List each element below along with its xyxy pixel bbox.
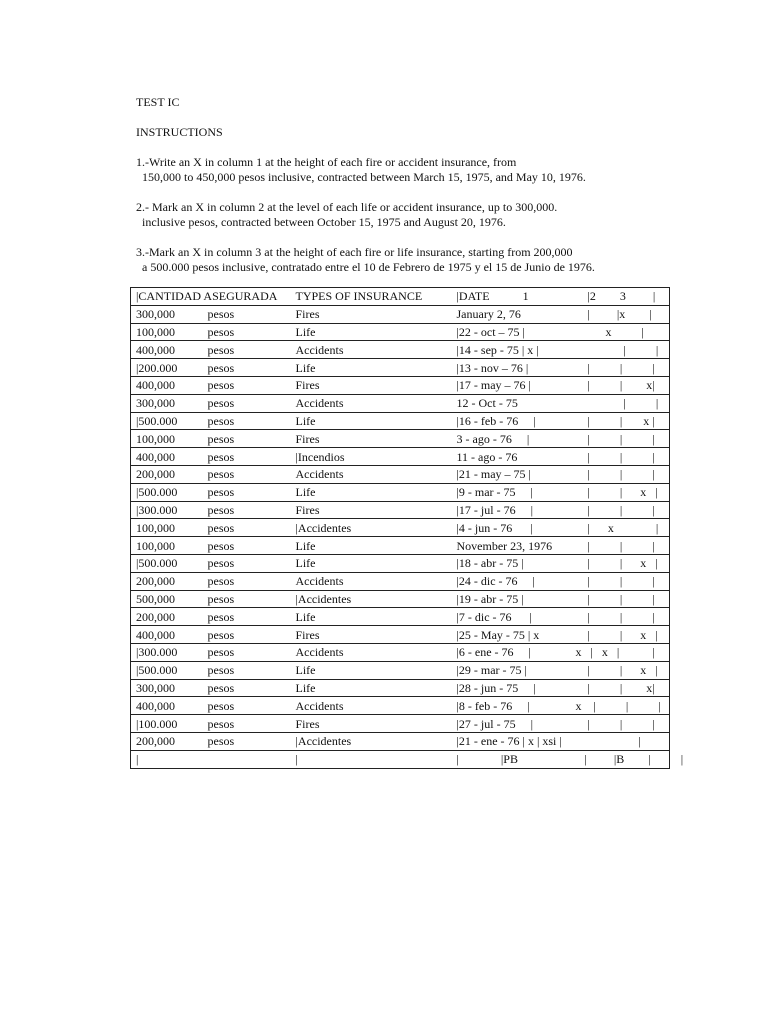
- insurance-type-cell: |Accidentes: [296, 519, 457, 537]
- unit-cell: pesos: [208, 448, 296, 466]
- column-marks-cell: | | |: [570, 501, 670, 519]
- table-row: [131, 465, 670, 483]
- instructions-heading: INSTRUCTIONS: [136, 125, 223, 139]
- insurance-type-cell: Life: [296, 537, 457, 555]
- table-row: [131, 590, 670, 608]
- column-marks-cell: | | x |: [570, 483, 670, 501]
- insurance-type-cell: |Incendios: [296, 448, 457, 466]
- column-marks-cell: | | |: [570, 572, 670, 590]
- date-cell: January 2, 76: [457, 305, 570, 323]
- column-marks-cell: |: [570, 732, 670, 750]
- amount-cell: |500.000: [131, 483, 208, 501]
- header-columns-cell: |2 3 |: [570, 288, 670, 306]
- table-row: [131, 537, 670, 555]
- insurance-table: [130, 287, 684, 769]
- date-cell: |9 - mar - 75 |: [457, 483, 570, 501]
- footer-type-cell: |: [296, 750, 457, 768]
- amount-cell: 400,000: [131, 626, 208, 644]
- insurance-type-cell: Accidents: [296, 394, 457, 412]
- table-row: [131, 679, 670, 697]
- unit-cell: pesos: [208, 501, 296, 519]
- date-cell: |17 - jul - 76 |: [457, 501, 570, 519]
- insurance-type-cell: Life: [296, 483, 457, 501]
- amount-cell: |500.000: [131, 412, 208, 430]
- date-cell: |14 - sep - 75 | x |: [457, 341, 570, 359]
- insurance-type-cell: Fires: [296, 376, 457, 394]
- amount-cell: 300,000: [131, 679, 208, 697]
- date-cell: |22 - oct – 75 |: [457, 323, 570, 341]
- unit-cell: pesos: [208, 519, 296, 537]
- date-cell: |24 - dic - 76 |: [457, 572, 570, 590]
- table-row: [131, 643, 670, 661]
- insurance-type-cell: Life: [296, 608, 457, 626]
- header-type-cell: TYPES OF INSURANCE: [296, 288, 457, 306]
- amount-cell: 300,000: [131, 394, 208, 412]
- insurance-type-cell: Accidents: [296, 341, 457, 359]
- date-cell: |29 - mar - 75 |: [457, 661, 570, 679]
- unit-cell: pesos: [208, 537, 296, 555]
- table-header-row: [131, 288, 670, 306]
- amount-cell: 100,000: [131, 519, 208, 537]
- amount-cell: 200,000: [131, 608, 208, 626]
- insurance-type-cell: Life: [296, 412, 457, 430]
- column-marks-cell: | | |: [570, 608, 670, 626]
- unit-cell: pesos: [208, 430, 296, 448]
- instruction-2-line-2: inclusive pesos, contracted between October 15, 1975 and August 20, 1976.: [136, 215, 506, 229]
- table-row: [131, 323, 670, 341]
- amount-cell: |300.000: [131, 501, 208, 519]
- column-marks-cell: x | | |: [570, 697, 670, 715]
- unit-cell: pesos: [208, 572, 296, 590]
- date-cell: November 23, 1976: [457, 537, 570, 555]
- date-cell: |27 - jul - 75 |: [457, 715, 570, 733]
- column-marks-cell: | | x |: [570, 626, 670, 644]
- column-marks-cell: x |: [570, 323, 670, 341]
- insurance-type-cell: Accidents: [296, 572, 457, 590]
- table-row: [131, 412, 670, 430]
- header-amount-cell: |CANTIDAD ASEGURADA: [131, 288, 296, 306]
- unit-cell: pesos: [208, 412, 296, 430]
- unit-cell: pesos: [208, 697, 296, 715]
- unit-cell: pesos: [208, 394, 296, 412]
- amount-cell: 100,000: [131, 430, 208, 448]
- footer-date-cell: | |PB: [457, 750, 570, 768]
- amount-cell: 400,000: [131, 376, 208, 394]
- insurance-type-cell: Fires: [296, 501, 457, 519]
- date-cell: 3 - ago - 76 |: [457, 430, 570, 448]
- amount-cell: 200,000: [131, 572, 208, 590]
- table-row: [131, 376, 670, 394]
- table-row: [131, 430, 670, 448]
- table-row: [131, 608, 670, 626]
- instruction-3-line-2: a 500.000 pesos inclusive, contratado entre el 10 de Febrero de 1975 y el 15 de Junio de 1976.: [136, 260, 595, 274]
- insurance-type-cell: Life: [296, 661, 457, 679]
- unit-cell: pesos: [208, 715, 296, 733]
- amount-cell: 400,000: [131, 448, 208, 466]
- amount-cell: 400,000: [131, 697, 208, 715]
- insurance-type-cell: Accidents: [296, 697, 457, 715]
- date-cell: |13 - nov – 76 |: [457, 359, 570, 377]
- amount-cell: 200,000: [131, 465, 208, 483]
- table-row: [131, 341, 670, 359]
- amount-cell: |500.000: [131, 554, 208, 572]
- column-marks-cell: | | |: [570, 715, 670, 733]
- amount-cell: |200.000: [131, 359, 208, 377]
- table-row: [131, 448, 670, 466]
- table-row: [131, 483, 670, 501]
- insurance-type-cell: Life: [296, 359, 457, 377]
- column-marks-cell: | |: [570, 341, 670, 359]
- column-marks-cell: | | x |: [570, 661, 670, 679]
- column-marks-cell: x | x | |: [570, 643, 670, 661]
- insurance-type-cell: Life: [296, 323, 457, 341]
- table-row: [131, 519, 670, 537]
- date-cell: 12 - Oct - 75: [457, 394, 570, 412]
- table-row: [131, 626, 670, 644]
- unit-cell: pesos: [208, 323, 296, 341]
- insurance-type-cell: |Accidentes: [296, 590, 457, 608]
- insurance-table-body: [131, 288, 684, 769]
- amount-cell: |500.000: [131, 661, 208, 679]
- unit-cell: pesos: [208, 483, 296, 501]
- unit-cell: pesos: [208, 341, 296, 359]
- table-row: [131, 554, 670, 572]
- column-marks-cell: | | |: [570, 430, 670, 448]
- insurance-type-cell: Life: [296, 679, 457, 697]
- insurance-type-cell: Fires: [296, 305, 457, 323]
- insurance-type-cell: |Accidentes: [296, 732, 457, 750]
- unit-cell: pesos: [208, 305, 296, 323]
- amount-cell: 100,000: [131, 323, 208, 341]
- column-marks-cell: | | |: [570, 448, 670, 466]
- header-date-cell: |DATE 1: [457, 288, 570, 306]
- date-cell: |18 - abr - 75 |: [457, 554, 570, 572]
- footer-amount-cell: |: [131, 750, 296, 768]
- column-marks-cell: | | x |: [570, 554, 670, 572]
- insurance-type-cell: Accidents: [296, 643, 457, 661]
- unit-cell: pesos: [208, 679, 296, 697]
- unit-cell: pesos: [208, 376, 296, 394]
- date-cell: |4 - jun - 76 |: [457, 519, 570, 537]
- date-cell: |19 - abr - 75 |: [457, 590, 570, 608]
- table-row: [131, 359, 670, 377]
- amount-cell: 400,000: [131, 341, 208, 359]
- instruction-3-line-1: 3.-Mark an X in column 3 at the height of each fire or life insurance, starting from 200,000: [136, 245, 573, 259]
- table-row: [131, 715, 670, 733]
- unit-cell: pesos: [208, 643, 296, 661]
- column-marks-cell: | | |: [570, 590, 670, 608]
- unit-cell: pesos: [208, 608, 296, 626]
- unit-cell: pesos: [208, 465, 296, 483]
- unit-cell: pesos: [208, 359, 296, 377]
- unit-cell: pesos: [208, 626, 296, 644]
- column-marks-cell: | | x|: [570, 679, 670, 697]
- unit-cell: pesos: [208, 732, 296, 750]
- column-marks-cell: | x |: [570, 519, 670, 537]
- unit-cell: pesos: [208, 590, 296, 608]
- column-marks-cell: | | |: [570, 465, 670, 483]
- insurance-type-cell: Accidents: [296, 465, 457, 483]
- date-cell: |6 - ene - 76 |: [457, 643, 570, 661]
- table-footer-row: [131, 750, 670, 768]
- insurance-type-cell: Life: [296, 554, 457, 572]
- footer-columns-cell: | |B | |: [569, 752, 684, 767]
- column-marks-cell: | | x|: [570, 376, 670, 394]
- table-row: [131, 501, 670, 519]
- insurance-type-cell: Fires: [296, 626, 457, 644]
- table-row: [131, 732, 670, 750]
- date-cell: |8 - feb - 76 |: [457, 697, 570, 715]
- column-marks-cell: | | |: [570, 359, 670, 377]
- table-row: [131, 697, 670, 715]
- insurance-type-cell: Fires: [296, 715, 457, 733]
- table-row: [131, 394, 670, 412]
- column-marks-cell: | | x |: [570, 412, 670, 430]
- instruction-1-line-2: 150,000 to 450,000 pesos inclusive, contracted between March 15, 1975, and May 10, 1976.: [136, 170, 586, 184]
- table-row: [131, 572, 670, 590]
- table-row: [131, 305, 670, 323]
- amount-cell: 200,000: [131, 732, 208, 750]
- date-cell: |7 - dic - 76 |: [457, 608, 570, 626]
- date-cell: 11 - ago - 76: [457, 448, 570, 466]
- date-cell: |21 - may – 75 |: [457, 465, 570, 483]
- table-row: [131, 661, 670, 679]
- amount-cell: 100,000: [131, 537, 208, 555]
- document-title: TEST IC: [136, 95, 180, 109]
- insurance-type-cell: Fires: [296, 430, 457, 448]
- date-cell: |16 - feb - 76 |: [457, 412, 570, 430]
- amount-cell: 500,000: [131, 590, 208, 608]
- unit-cell: pesos: [208, 661, 296, 679]
- date-cell: |28 - jun - 75 |: [457, 679, 570, 697]
- amount-cell: 300,000: [131, 305, 208, 323]
- column-marks-cell: | |x |: [570, 305, 670, 323]
- column-marks-cell: | | |: [570, 537, 670, 555]
- amount-cell: |100.000: [131, 715, 208, 733]
- date-cell: |17 - may – 76 |: [457, 376, 570, 394]
- unit-cell: pesos: [208, 554, 296, 572]
- amount-cell: |300.000: [131, 643, 208, 661]
- column-marks-cell: | |: [570, 394, 670, 412]
- instruction-2-line-1: 2.- Mark an X in column 2 at the level of each life or accident insurance, up to 300,000.: [136, 200, 558, 214]
- date-cell: |21 - ene - 76 | x | xsi |: [457, 732, 570, 750]
- instruction-1-line-1: 1.-Write an X in column 1 at the height of each fire or accident insurance, from: [136, 155, 517, 169]
- date-cell: |25 - May - 75 | x: [457, 626, 570, 644]
